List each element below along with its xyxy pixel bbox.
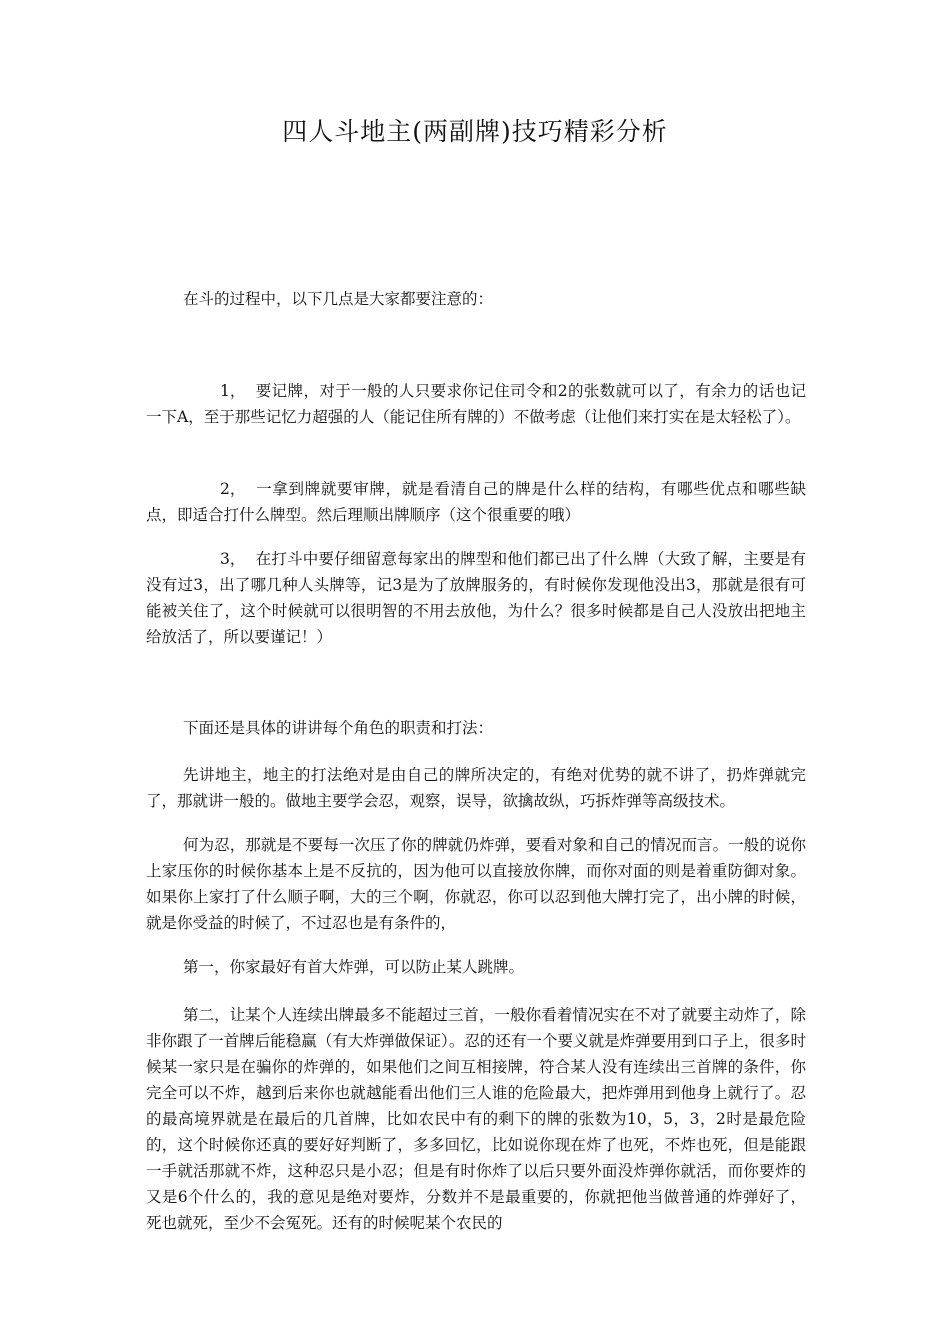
point-text: 要记牌，对于一般的人只要求你记住司令和2的张数就可以了，有余力的话也记一下A，至于那些记忆力超强的人（能记住所有牌的）不做考虑（让他们来打实在是太轻松了）。 xyxy=(146,382,806,426)
body-paragraph: 先讲地主，地主的打法绝对是由自己的牌所决定的，有绝对优势的就不讲了，扔炸弹就完了，那就讲一般的。做地主要学会忍，观察，误导，欲擒故纵，巧拆炸弹等高级技术。 xyxy=(146,766,806,810)
point-text: 在打斗中要仔细留意每家出的牌型和他们都已出了什么牌（大致了解，主要是有没有过3，出了哪几种人头牌等，记3是为了放牌服务的，有时候你发现他没出3，那就是很有可能被关住了，这个时候就可以很明智的不用去放他，为什么？很多时候都是自己人没放出把地主给放活了，所以要谨记！） xyxy=(146,550,806,646)
point-3 xyxy=(146,546,806,650)
point-2 xyxy=(146,476,806,528)
point-text: 一拿到牌就要审牌，就是看清自己的牌是什么样的结构，有哪些优点和哪些缺点，即适合打什么牌型。然后理顺出牌顺序（这个很重要的哦） xyxy=(146,480,806,524)
point-number: 1， xyxy=(220,382,246,400)
point-number: 3， xyxy=(220,550,246,568)
point-1 xyxy=(146,378,806,430)
intro-paragraph: 在斗的过程中，以下几点是大家都要注意的： xyxy=(183,290,494,308)
body-paragraph: 第二，让某个人连续出牌最多不能超过三首，一般你看着情况实在不对了就要主动炸了，除非你跟了一首牌后能稳赢（有大炸弹做保证）。忍的还有一个要义就是炸弹要用到口子上，很多时候某一家只是在骗你的炸弹的，如果他们之间互相接牌，符合某人没有连续出三首牌的条件，你完全可以不炸，越到后来你也就越能看出他们三人谁的危险最大，把炸弹用到他身上就行了。忍的最高境界就是在最后的几首牌，比如农民中有的剩下的牌的张数为10，5，3，2时是最危险的，这个时候你还真的要好好判断了，多多回忆，比如说你现在炸了也死，不炸也死，但是能跟一手就活那就不炸，这种忍只是小忍；但是有时你炸了以后只要外面没炸弹你就活，而你要炸的又是6个什么的，我的意见是绝对要炸，分数并不是最重要的，你就把他当做普通的炸弹好了，死也就死，至少不会冤死。还有的时候呢某个农民的 xyxy=(146,1006,806,1232)
document-title: 四人斗地主(两副牌)技巧精彩分析 xyxy=(282,117,668,146)
body-paragraph: 何为忍，那就是不要每一次压了你的牌就仍炸弹，要看对象和自己的情况而言。一般的说你上家压你的时候你基本上是不反抗的，因为他可以直接放你牌，而你对面的则是着重防御对象。如果你上家打了什么顺子啊，大的三个啊，你就忍，你可以忍到他大牌打完了，出小牌的时候，就是你受益的时候了，不过忍也是有条件的， xyxy=(146,836,806,932)
point-number: 2， xyxy=(220,480,246,498)
body-paragraph: 第一，你家最好有首大炸弹，可以防止某人跳牌。 xyxy=(183,958,525,976)
section-intro-paragraph: 下面还是具体的讲讲每个角色的职责和打法： xyxy=(183,719,494,737)
